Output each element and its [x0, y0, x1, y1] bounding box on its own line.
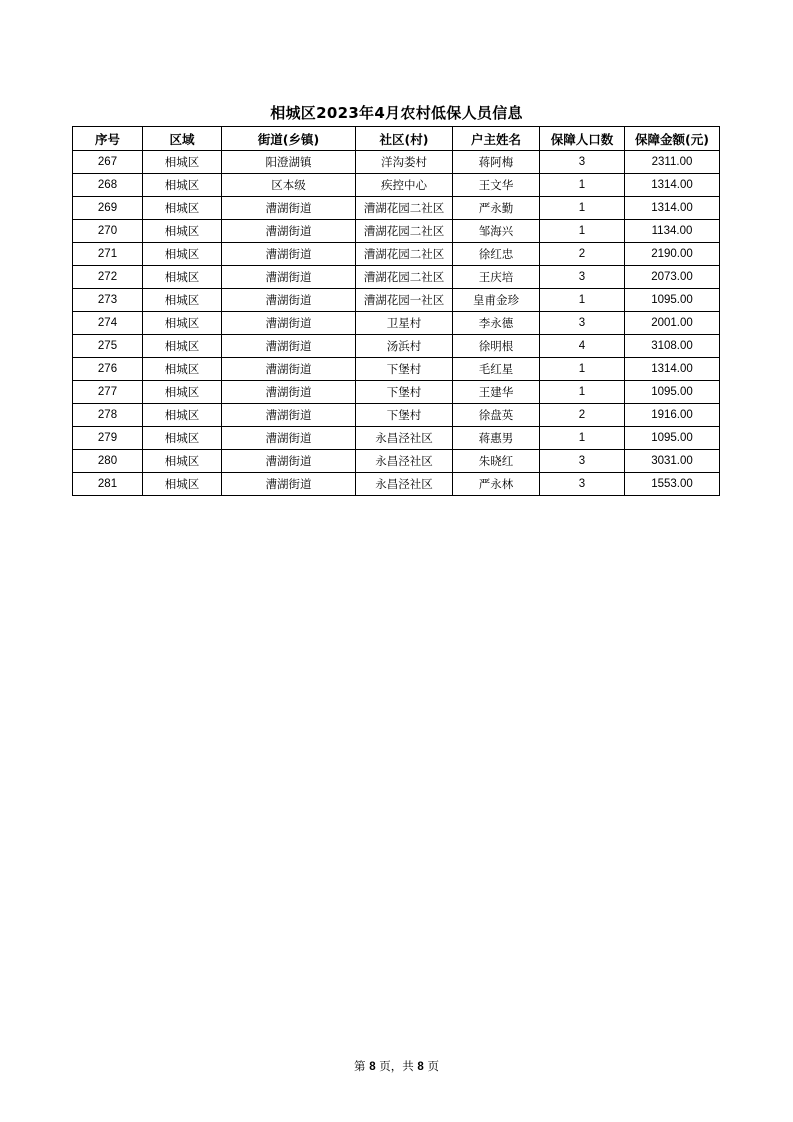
table-row	[73, 473, 720, 496]
table-row	[73, 174, 720, 197]
amount-cell: 1314.00	[625, 358, 720, 381]
amount-cell: 2311.00	[625, 151, 720, 174]
row-number-cell: 279	[73, 427, 143, 450]
community-cell: 下堡村	[356, 358, 453, 381]
row-number-cell: 278	[73, 404, 143, 427]
people-count-cell: 3	[540, 450, 625, 473]
district-cell: 相城区	[143, 358, 222, 381]
amount-cell: 2073.00	[625, 266, 720, 289]
street-cell: 漕湖街道	[222, 427, 356, 450]
table-row	[73, 151, 720, 174]
row-number-cell: 273	[73, 289, 143, 312]
table-row	[73, 312, 720, 335]
householder-cell: 严永勤	[453, 197, 540, 220]
householder-cell: 王建华	[453, 381, 540, 404]
householder-cell: 王文华	[453, 174, 540, 197]
table-row	[73, 266, 720, 289]
householder-cell: 蒋阿梅	[453, 151, 540, 174]
row-number-cell: 274	[73, 312, 143, 335]
amount-cell: 1314.00	[625, 197, 720, 220]
street-cell: 漕湖街道	[222, 312, 356, 335]
footer-total-pages: 8	[417, 1061, 424, 1073]
district-cell: 相城区	[143, 197, 222, 220]
community-cell: 洋沟娄村	[356, 151, 453, 174]
people-count-cell: 1	[540, 220, 625, 243]
amount-cell: 3108.00	[625, 335, 720, 358]
amount-cell: 1095.00	[625, 381, 720, 404]
householder-cell: 蒋惠男	[453, 427, 540, 450]
table-row	[73, 404, 720, 427]
street-cell: 漕湖街道	[222, 404, 356, 427]
householder-cell: 徐盘英	[453, 404, 540, 427]
community-cell: 汤浜村	[356, 335, 453, 358]
householder-cell: 徐红忠	[453, 243, 540, 266]
row-number-cell: 272	[73, 266, 143, 289]
row-number-cell: 280	[73, 450, 143, 473]
row-number-cell: 281	[73, 473, 143, 496]
street-cell: 漕湖街道	[222, 450, 356, 473]
amount-cell: 2190.00	[625, 243, 720, 266]
column-header: 保障人口数	[540, 127, 625, 151]
people-count-cell: 1	[540, 289, 625, 312]
people-count-cell: 3	[540, 151, 625, 174]
people-count-cell: 2	[540, 243, 625, 266]
district-cell: 相城区	[143, 289, 222, 312]
row-number-cell: 275	[73, 335, 143, 358]
district-cell: 相城区	[143, 450, 222, 473]
amount-cell: 3031.00	[625, 450, 720, 473]
district-cell: 相城区	[143, 404, 222, 427]
table-row	[73, 427, 720, 450]
amount-cell: 1095.00	[625, 427, 720, 450]
people-count-cell: 3	[540, 473, 625, 496]
table-row	[73, 220, 720, 243]
page-title: 相城区2023年4月农村低保人员信息	[270, 104, 523, 122]
street-cell: 漕湖街道	[222, 473, 356, 496]
row-number-cell: 267	[73, 151, 143, 174]
street-cell: 漕湖街道	[222, 335, 356, 358]
footer-suffix: 页	[427, 1059, 439, 1073]
district-cell: 相城区	[143, 243, 222, 266]
row-number-cell: 268	[73, 174, 143, 197]
community-cell: 下堡村	[356, 381, 453, 404]
community-cell: 下堡村	[356, 404, 453, 427]
district-cell: 相城区	[143, 266, 222, 289]
community-cell: 永昌泾社区	[356, 450, 453, 473]
householder-cell: 徐明根	[453, 335, 540, 358]
column-header: 户主姓名	[453, 127, 540, 151]
community-cell: 漕湖花园二社区	[356, 243, 453, 266]
street-cell: 漕湖街道	[222, 358, 356, 381]
street-cell: 漕湖街道	[222, 243, 356, 266]
table-row	[73, 381, 720, 404]
district-cell: 相城区	[143, 312, 222, 335]
table-row	[73, 450, 720, 473]
community-cell: 卫星村	[356, 312, 453, 335]
street-cell: 区本级	[222, 174, 356, 197]
district-cell: 相城区	[143, 151, 222, 174]
column-header: 社区(村)	[356, 127, 453, 151]
page-footer	[0, 1058, 793, 1074]
householder-cell: 王庆培	[453, 266, 540, 289]
row-number-cell: 269	[73, 197, 143, 220]
street-cell: 漕湖街道	[222, 266, 356, 289]
district-cell: 相城区	[143, 335, 222, 358]
householder-cell: 皇甫金珍	[453, 289, 540, 312]
community-cell: 永昌泾社区	[356, 427, 453, 450]
footer-page-number: 8	[369, 1061, 376, 1073]
row-number-cell: 277	[73, 381, 143, 404]
householder-cell: 毛红星	[453, 358, 540, 381]
amount-cell: 1134.00	[625, 220, 720, 243]
table-row	[73, 243, 720, 266]
amount-cell: 1314.00	[625, 174, 720, 197]
street-cell: 漕湖街道	[222, 381, 356, 404]
table-row	[73, 358, 720, 381]
footer-middle: 页，共	[379, 1059, 414, 1073]
people-count-cell: 1	[540, 358, 625, 381]
table-row	[73, 289, 720, 312]
amount-cell: 1095.00	[625, 289, 720, 312]
amount-cell: 1553.00	[625, 473, 720, 496]
column-header: 保障金额(元)	[625, 127, 720, 151]
people-count-cell: 1	[540, 174, 625, 197]
district-cell: 相城区	[143, 473, 222, 496]
district-cell: 相城区	[143, 220, 222, 243]
column-header: 街道(乡镇)	[222, 127, 356, 151]
street-cell: 阳澄湖镇	[222, 151, 356, 174]
community-cell: 漕湖花园二社区	[356, 220, 453, 243]
people-count-cell: 1	[540, 197, 625, 220]
header-row	[73, 127, 720, 151]
street-cell: 漕湖街道	[222, 220, 356, 243]
table-header	[73, 127, 720, 151]
district-cell: 相城区	[143, 427, 222, 450]
table-body	[73, 151, 720, 496]
community-cell: 漕湖花园二社区	[356, 266, 453, 289]
people-count-cell: 3	[540, 312, 625, 335]
householder-cell: 严永林	[453, 473, 540, 496]
people-count-cell: 1	[540, 381, 625, 404]
householder-cell: 邹海兴	[453, 220, 540, 243]
amount-cell: 1916.00	[625, 404, 720, 427]
row-number-cell: 271	[73, 243, 143, 266]
amount-cell: 2001.00	[625, 312, 720, 335]
district-cell: 相城区	[143, 174, 222, 197]
community-cell: 永昌泾社区	[356, 473, 453, 496]
table-row	[73, 197, 720, 220]
street-cell: 漕湖街道	[222, 289, 356, 312]
row-number-cell: 270	[73, 220, 143, 243]
footer-prefix: 第	[354, 1059, 366, 1073]
people-count-cell: 4	[540, 335, 625, 358]
table-row	[73, 335, 720, 358]
people-count-cell: 3	[540, 266, 625, 289]
column-header: 序号	[73, 127, 143, 151]
data-table	[72, 126, 720, 496]
people-count-cell: 2	[540, 404, 625, 427]
community-cell: 漕湖花园二社区	[356, 197, 453, 220]
column-header: 区域	[143, 127, 222, 151]
district-cell: 相城区	[143, 381, 222, 404]
people-count-cell: 1	[540, 427, 625, 450]
householder-cell: 李永德	[453, 312, 540, 335]
community-cell: 漕湖花园一社区	[356, 289, 453, 312]
householder-cell: 朱晓红	[453, 450, 540, 473]
community-cell: 疾控中心	[356, 174, 453, 197]
row-number-cell: 276	[73, 358, 143, 381]
street-cell: 漕湖街道	[222, 197, 356, 220]
